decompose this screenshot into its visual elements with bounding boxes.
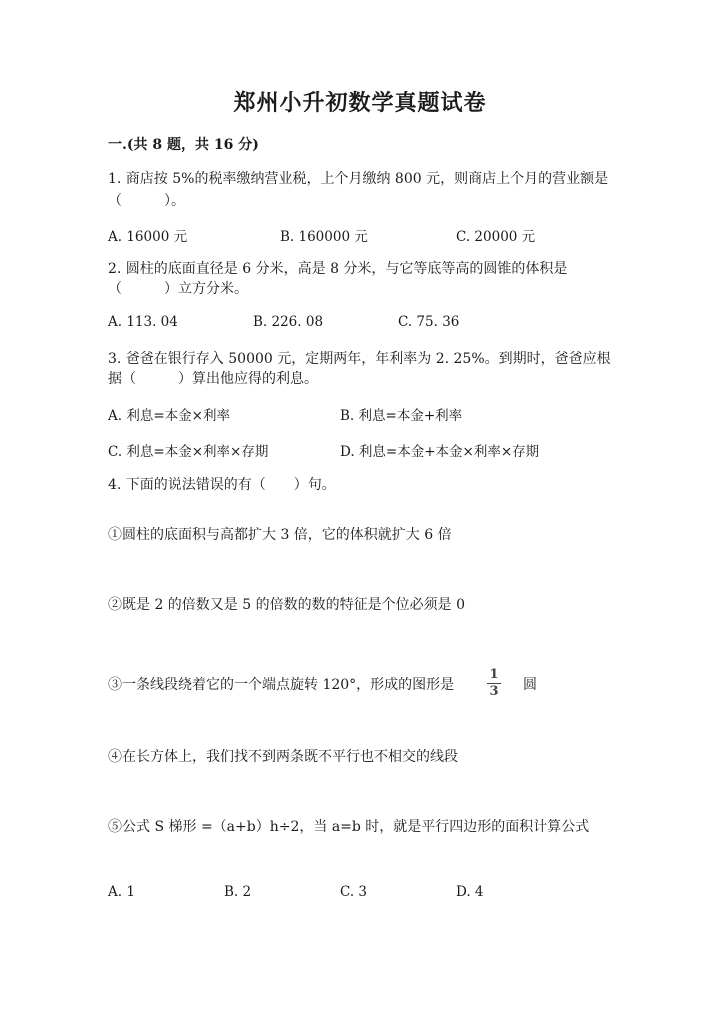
question-4-statement-2: ②既是 2 的倍数又是 5 的倍数的数的特征是个位必须是 0 <box>108 597 465 613</box>
question-4-option-a: A. 1 <box>108 884 135 900</box>
fraction-denominator: 3 <box>489 684 499 699</box>
question-1-option-c: C. 20000 元 <box>456 229 536 245</box>
question-1-option-b: B. 160000 元 <box>280 229 368 245</box>
question-2-line-1: 2. 圆柱的底面直径是 6 分米，高是 8 分米，与它等底等高的圆锥的体积是 <box>108 261 568 277</box>
question-1-option-a: A. 16000 元 <box>108 229 188 245</box>
fraction-one-third <box>487 668 501 699</box>
question-2-line-2: （ ）立方分米。 <box>108 281 248 297</box>
question-4-statement-3: ③一条线段绕着它的一个端点旋转 120°，形成的图形是 <box>108 677 455 693</box>
question-4-statement-5: ⑤公式 S 梯形 =（a+b）h÷2，当 a=b 时，就是平行四边形的面积计算公式 <box>108 819 590 835</box>
question-2-option-a: A. 113. 04 <box>108 314 178 330</box>
question-4-statement-1: ①圆柱的底面积与高都扩大 3 倍，它的体积就扩大 6 倍 <box>108 527 452 543</box>
section-heading: 一.(共 8 题，共 16 分) <box>108 137 259 153</box>
question-4-option-b: B. 2 <box>224 884 252 900</box>
fraction-numerator: 1 <box>489 667 499 682</box>
question-4-option-c: C. 3 <box>340 884 368 900</box>
question-2-option-b: B. 226. 08 <box>253 314 324 330</box>
question-3-line-1: 3. 爸爸在银行存入 50000 元，定期两年，年利率为 2. 25%。到期时，爸爸应根 <box>108 351 611 367</box>
page-title: 郑州小升初数学真题试卷 <box>233 90 487 116</box>
question-4-statement-3-end: 圆 <box>523 677 537 693</box>
question-3-line-2: 据（ ）算出他应得的利息。 <box>108 371 318 387</box>
question-3-option-b: B. 利息=本金+利率 <box>340 408 463 424</box>
question-3-option-d: D. 利息=本金+本金×利率×存期 <box>340 444 540 460</box>
question-1-line-1: 1. 商店按 5%的税率缴纳营业税，上个月缴纳 800 元，则商店上个月的营业额是 <box>108 171 609 187</box>
question-3-option-a: A. 利息=本金×利率 <box>108 408 230 424</box>
question-1-line-2: （ ）。 <box>108 193 185 209</box>
question-3-option-c: C. 利息=本金×利率×存期 <box>108 444 269 460</box>
question-2-option-c: C. 75. 36 <box>398 314 460 330</box>
question-4-stem: 4. 下面的说法错误的有（ ）句。 <box>108 477 336 493</box>
question-4-option-d: D. 4 <box>456 884 484 900</box>
question-4-statement-4: ④在长方体上，我们找不到两条既不平行也不相交的线段 <box>108 749 458 765</box>
